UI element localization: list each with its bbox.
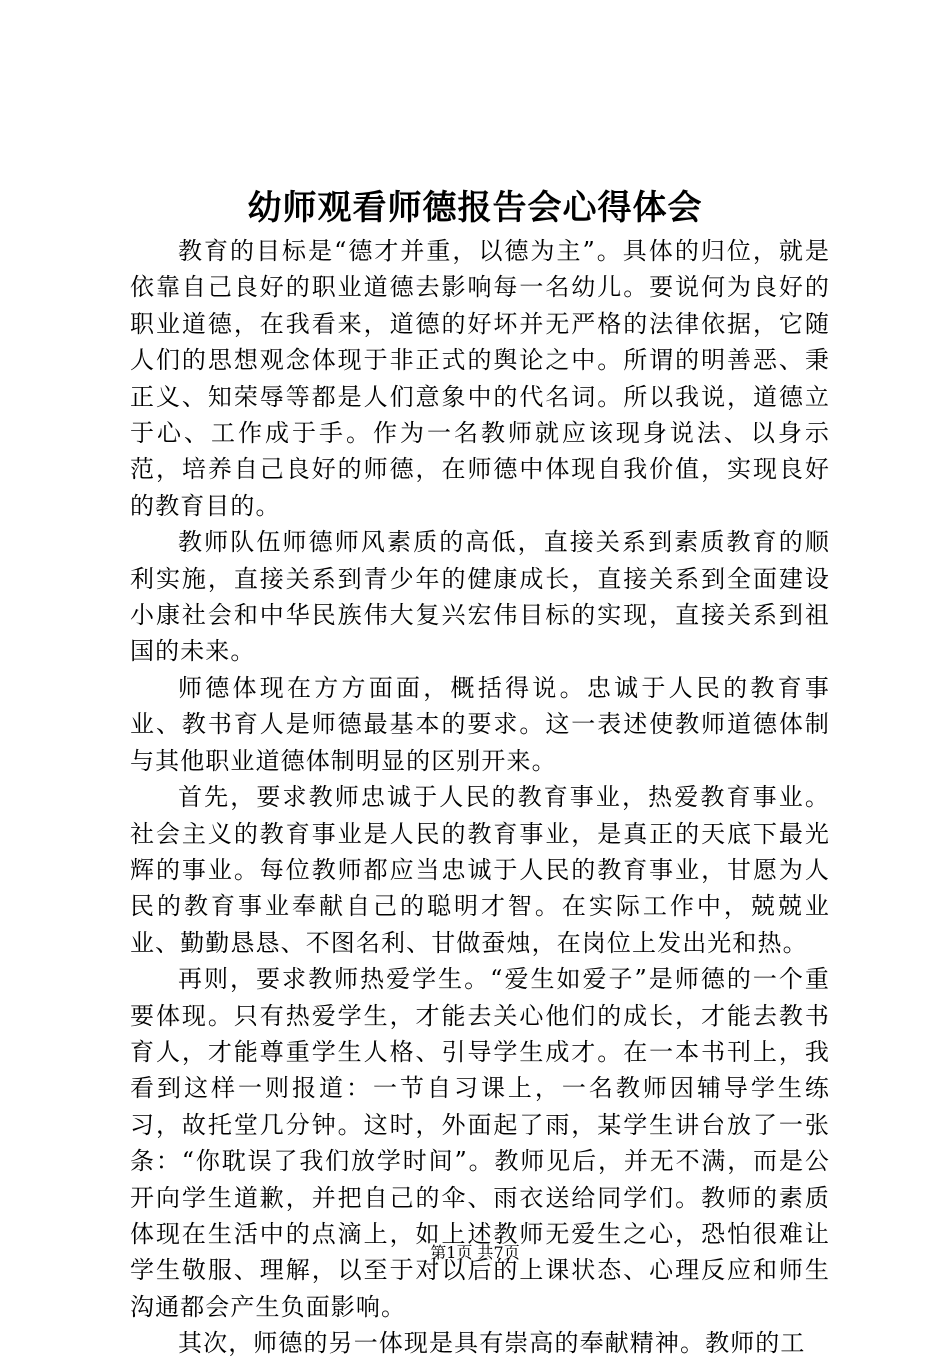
paragraph: 其次，师德的另一体现是具有崇高的奉献精神。教师的工 [178,1329,806,1358]
document-title: 幼师观看师德报告会心得体会 [247,188,703,228]
paragraph: 首先，要求教师忠诚于人民的教育事业，热爱教育事业。社会主义的教育事业是人民的教育事业，是真正的天底下最光辉的事业。每位教师都应当忠诚于人民的教育事业，甘愿为人民的教育事业奉献自己的聪明才智。在实际工作中，兢兢业业、勤勤恳恳、不图名利、甘做蚕烛，在岗位上发出光和热。 [130,783,830,957]
document-body [130,233,830,1362]
paragraph: 再则，要求教师热爱学生。“爱生如爱子”是师德的一个重要体现。只有热爱学生，才能去关心他们的成长，才能去教书育人，才能尊重学生人格、引导学生成才。在一本书刊上，我看到这样一则报道：一节自习课上，一名教师因辅导学生练习，故托堂几分钟。这时，外面起了雨，某学生讲台放了一张条：“你耽误了我们放学时间”。教师见后，并无不满，而是公开向学生道歉，并把自己的伞、雨衣送给同学们。教师的素质体现在生活中的点滴上，如上述教师无爱生之心，恐怕很难让学生敬服、理解，以至于对以后的上课状态、心理反应和师生沟通都会产生负面影响。 [130,965,830,1321]
paragraph: 师德体现在方方面面，概括得说。忠诚于人民的教育事业、教书育人是师德最基本的要求。这一表述使教师道德体制与其他职业道德体制明显的区别开来。 [130,673,830,775]
paragraph: 教育的目标是“德才并重，以德为主”。具体的归位，就是依靠自己良好的职业道德去影响每一名幼儿。要说何为良好的职业道德，在我看来，道德的好坏并无严格的法律依据，它随人们的思想观念体现于非正式的舆论之中。所谓的明善恶、秉正义、知荣辱等都是人们意象中的代名词。所以我说，道德立于心、工作成于手。作为一名教师就应该现身说法、以身示范，培养自己良好的师德，在师德中体现自我价值，实现良好的教育目的。 [130,237,830,520]
paragraph: 教师队伍师德师风素质的高低，直接关系到素质教育的顺利实施，直接关系到青少年的健康成长，直接关系到全面建设小康社会和中华民族伟大复兴宏伟目标的实现，直接关系到祖国的未来。 [130,528,830,666]
page-footer: 第1页 共7页 [430,1243,520,1262]
